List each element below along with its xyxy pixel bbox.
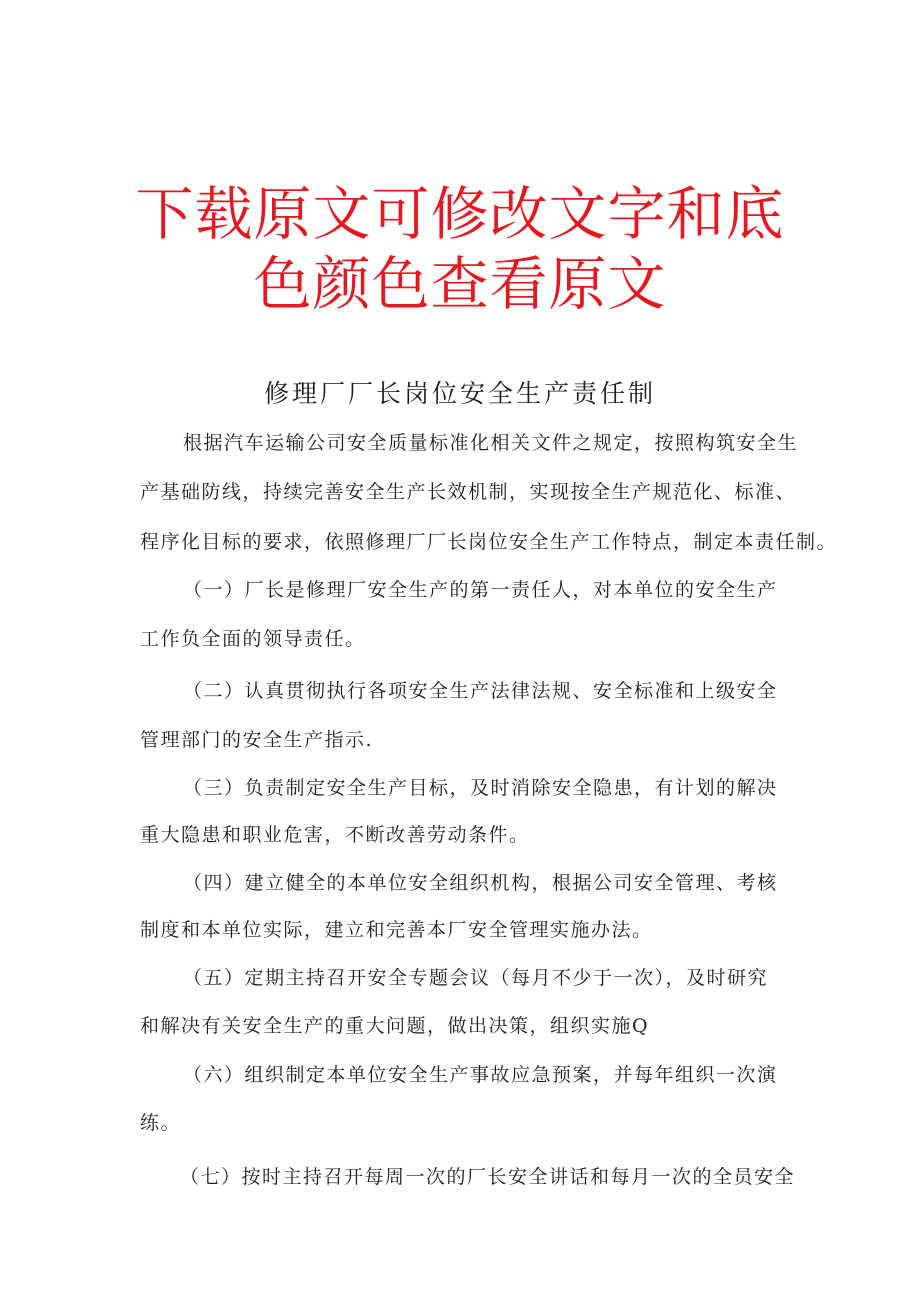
document-title: 修理厂厂长岗位安全生产责任制	[263, 379, 656, 408]
item-6-line-1: （六）组织制定本单位安全生产事故应急预案，并每年组织一次演	[183, 1064, 778, 1086]
item-2-line-2: 管理部门的安全生产指示.	[140, 729, 374, 751]
intro-line-2: 产基础防线，持续完善安全生产长效机制，实现按全生产规范化、标准、	[140, 481, 797, 503]
item-1-line-2: 工作负全面的领导责任。	[140, 628, 366, 650]
item-6-line-2: 练。	[140, 1112, 182, 1134]
download-banner-line-2: 色颜色查看原文	[253, 250, 667, 318]
item-1-line-1: （一）厂长是修理厂安全生产的第一责任人，对本单位的安全生产	[183, 579, 778, 601]
item-5-line-2: 和解决有关安全生产的重大问题，做出决策，组织实施Q	[140, 1015, 650, 1037]
item-2-line-1: （二）认真贯彻执行各项安全生产法律法规、安全标准和上级安全	[183, 680, 778, 702]
item-5-line-1: （五）定期主持召开安全专题会议（每月不少于一次），及时研究	[183, 967, 769, 989]
item-3-line-1: （三）负责制定安全生产目标，及时消除安全隐患，有计划的解决	[183, 777, 778, 799]
intro-line-1: 根据汽车运输公司安全质量标准化相关文件之规定，按照构筑安全生	[183, 432, 799, 454]
item-4-line-1: （四）建立健全的本单位安全组织机构，根据公司安全管理、考核	[183, 872, 778, 894]
item-3-line-2: 重大隐患和职业危害，不断改善劳动条件。	[140, 824, 530, 846]
intro-line-3: 程序化目标的要求，依照修理厂厂长岗位安全生产工作特点，制定本责任制。	[140, 531, 838, 553]
item-4-line-2: 制度和本单位实际，建立和完善本厂安全管理实施办法。	[140, 919, 653, 941]
item-7-line-1: （七）按时主持召开每周一次的厂长安全讲话和每月一次的全员安全	[180, 1166, 796, 1188]
download-banner-line-1: 下载原文可修改文字和底	[135, 180, 785, 248]
